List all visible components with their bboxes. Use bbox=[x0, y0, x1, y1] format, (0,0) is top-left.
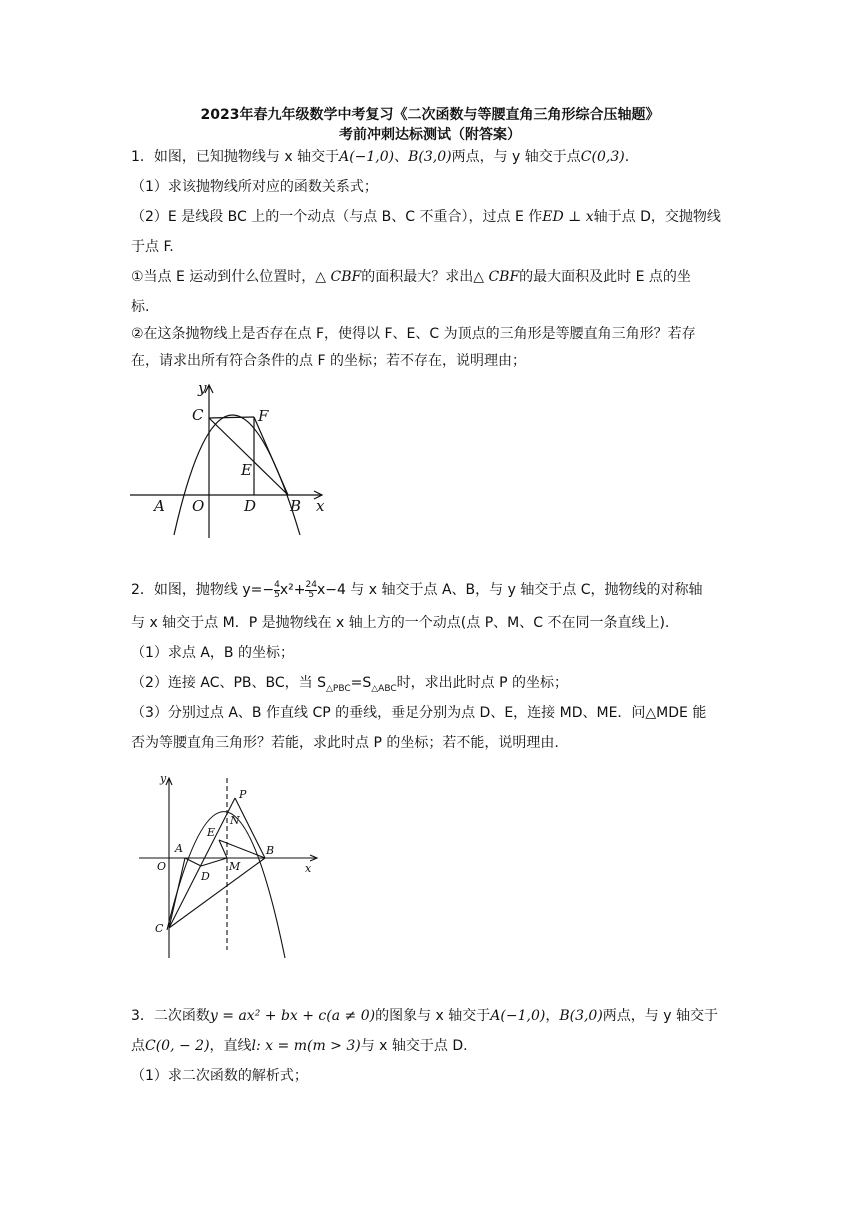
q2-part2-sub-2: △ABC bbox=[371, 683, 397, 694]
q2-part3: （3）分别过点 A、B 作直线 CP 的垂线，垂足分别为点 D、E，连接 MD、ME．问△MDE 能 bbox=[131, 705, 707, 721]
q2-fraction-1-den: 5 bbox=[274, 589, 280, 600]
q2-fig-label-d: D bbox=[201, 870, 210, 883]
q1-figure bbox=[120, 375, 340, 545]
q2-part1: （1）求点 A，B 的坐标； bbox=[131, 645, 294, 661]
q1-fig-label-x: x bbox=[316, 497, 325, 515]
q2-fig-label-e: E bbox=[207, 826, 216, 839]
document-title: 2023年春九年级数学中考复习《二次函数与等腰直角三角形综合压轴题》 bbox=[200, 107, 660, 123]
q3-part1: （1）求二次函数的解析式； bbox=[131, 1068, 308, 1084]
q3-point-a: A(−1,0) bbox=[490, 1008, 546, 1024]
q2-fig-label-p: P bbox=[239, 788, 247, 801]
q1-part1: （1）求该抛物线所对应的函数关系式； bbox=[131, 179, 378, 195]
q2-stem-text-b: x²+ bbox=[279, 582, 306, 598]
q2-stem-text-c: x−4 与 x 轴交于点 A、B，与 y 轴交于点 C，抛物线的对称轴 bbox=[316, 582, 703, 598]
q1-point-c: C(0,3) bbox=[580, 149, 625, 165]
q1-stem-text-b: 两点，与 y 轴交于点 bbox=[451, 149, 581, 165]
q3-stem-text-a: 3．二次函数 bbox=[131, 1008, 210, 1024]
q1-sub1-text-a: ①当点 E 运动到什么位置时， bbox=[131, 269, 316, 285]
q2-figure bbox=[135, 770, 325, 965]
q1-sub1 bbox=[131, 267, 691, 287]
q1-sub1-cont: 标. bbox=[131, 299, 150, 315]
q1-sub1-text-b: 的面积最大？求出 bbox=[361, 269, 474, 285]
q3-stem-cont bbox=[131, 1036, 468, 1056]
q3-separator: ， bbox=[545, 1008, 560, 1024]
q2-fig-label-c: C bbox=[155, 922, 164, 935]
q3-stem-text-f: 与 x 轴交于点 D. bbox=[360, 1038, 468, 1054]
q1-fig-label-a: A bbox=[154, 497, 165, 515]
q1-fig-label-f: F bbox=[258, 407, 269, 425]
q3-line-equation: l: x = m(m > 3) bbox=[251, 1038, 361, 1054]
q2-fig-label-m: M bbox=[229, 860, 241, 873]
q2-part2 bbox=[131, 673, 568, 699]
q2-part2-text-a: （2）连接 AC、PB、BC，当 S bbox=[131, 675, 326, 691]
q1-fig-label-e: E bbox=[241, 461, 252, 479]
q1-fig-label-y: y bbox=[198, 379, 207, 397]
q1-separator: 、 bbox=[394, 149, 409, 165]
q3-point-b: B(3,0) bbox=[559, 1008, 603, 1024]
q1-sub1-text-c: 的最大面积及此时 E 点的坐 bbox=[519, 269, 691, 285]
q1-stem bbox=[131, 147, 629, 167]
q1-part2-cont: 于点 F. bbox=[131, 239, 174, 255]
q2-fig-label-a: A bbox=[175, 842, 183, 855]
q1-sub2-cont: 在，请求出所有符合条件的点 F 的坐标；若不存在，说明理由； bbox=[131, 353, 526, 369]
q2-fig-label-o: O bbox=[157, 860, 167, 873]
q3-stem bbox=[131, 1006, 718, 1026]
q2-stem bbox=[131, 580, 703, 600]
q2-part2-text-c: 时，求出此时点 P 的坐标； bbox=[396, 675, 568, 691]
q2-fig-label-x: x bbox=[305, 862, 312, 875]
q3-stem-text-e: ，直线 bbox=[209, 1038, 252, 1054]
q2-fraction-1-num: 4 bbox=[274, 579, 280, 590]
q2-part2-text-b: =S bbox=[350, 675, 372, 691]
q1-point-b: B(3,0) bbox=[408, 149, 452, 165]
q1-fig-label-o: O bbox=[192, 497, 205, 515]
q1-fig-label-c: C bbox=[192, 406, 204, 424]
document-subtitle: 考前冲刺达标测试（附答案） bbox=[339, 127, 521, 143]
q1-stem-text-c: . bbox=[624, 149, 630, 165]
q2-fraction-2-num: 24 bbox=[305, 579, 317, 590]
q2-fig-label-b: B bbox=[266, 844, 275, 857]
q1-part2-math: ED ⊥ x bbox=[542, 209, 594, 225]
q2-part3-cont: 否为等腰直角三角形？若能，求此时点 P 的坐标；若不能，说明理由. bbox=[131, 735, 559, 751]
q1-fig-label-b: B bbox=[290, 497, 302, 515]
q3-equation: y = ax² + bx + c(a ≠ 0) bbox=[209, 1008, 376, 1024]
q1-point-a: A(−1,0) bbox=[339, 149, 395, 165]
q1-part2-text-a: （2）E 是线段 BC 上的一个动点（与点 B、C 不重合），过点 E 作 bbox=[131, 209, 543, 225]
q2-fig-label-y: y bbox=[160, 772, 167, 785]
q2-fraction-2 bbox=[305, 581, 316, 600]
q2-fig-label-n: N bbox=[230, 814, 240, 827]
q3-stem-text-d: 点 bbox=[131, 1038, 145, 1054]
q3-point-c: C(0, − 2) bbox=[145, 1038, 210, 1054]
q1-sub1-triangle: △ CBF bbox=[315, 269, 362, 285]
q1-part2 bbox=[131, 207, 721, 227]
q1-sub2: ②在这条抛物线上是否存在点 F，使得以 F、E、C 为顶点的三角形是等腰直角三角形？若存 bbox=[131, 326, 696, 342]
q1-stem-text-a: 1．如图，已知抛物线与 x 轴交于 bbox=[131, 149, 340, 165]
q1-sub1-triangle-2: △ CBF bbox=[473, 269, 520, 285]
q1-part2-text-b: 轴于点 D，交抛物线 bbox=[593, 209, 721, 225]
q2-part2-sub-1: △PBC bbox=[325, 683, 351, 694]
q2-fraction-2-den: 5 bbox=[305, 590, 316, 600]
q1-fig-label-d: D bbox=[244, 497, 257, 515]
q3-stem-text-b: 的图象与 x 轴交于 bbox=[375, 1008, 491, 1024]
q3-stem-text-c: 两点，与 y 轴交于 bbox=[602, 1008, 718, 1024]
q2-stem-text-a: 2．如图，抛物线 y=− bbox=[131, 582, 275, 598]
q2-stem-cont: 与 x 轴交于点 M．P 是抛物线在 x 轴上方的一个动点(点 P、M、C 不在同一条直线上). bbox=[131, 615, 670, 631]
